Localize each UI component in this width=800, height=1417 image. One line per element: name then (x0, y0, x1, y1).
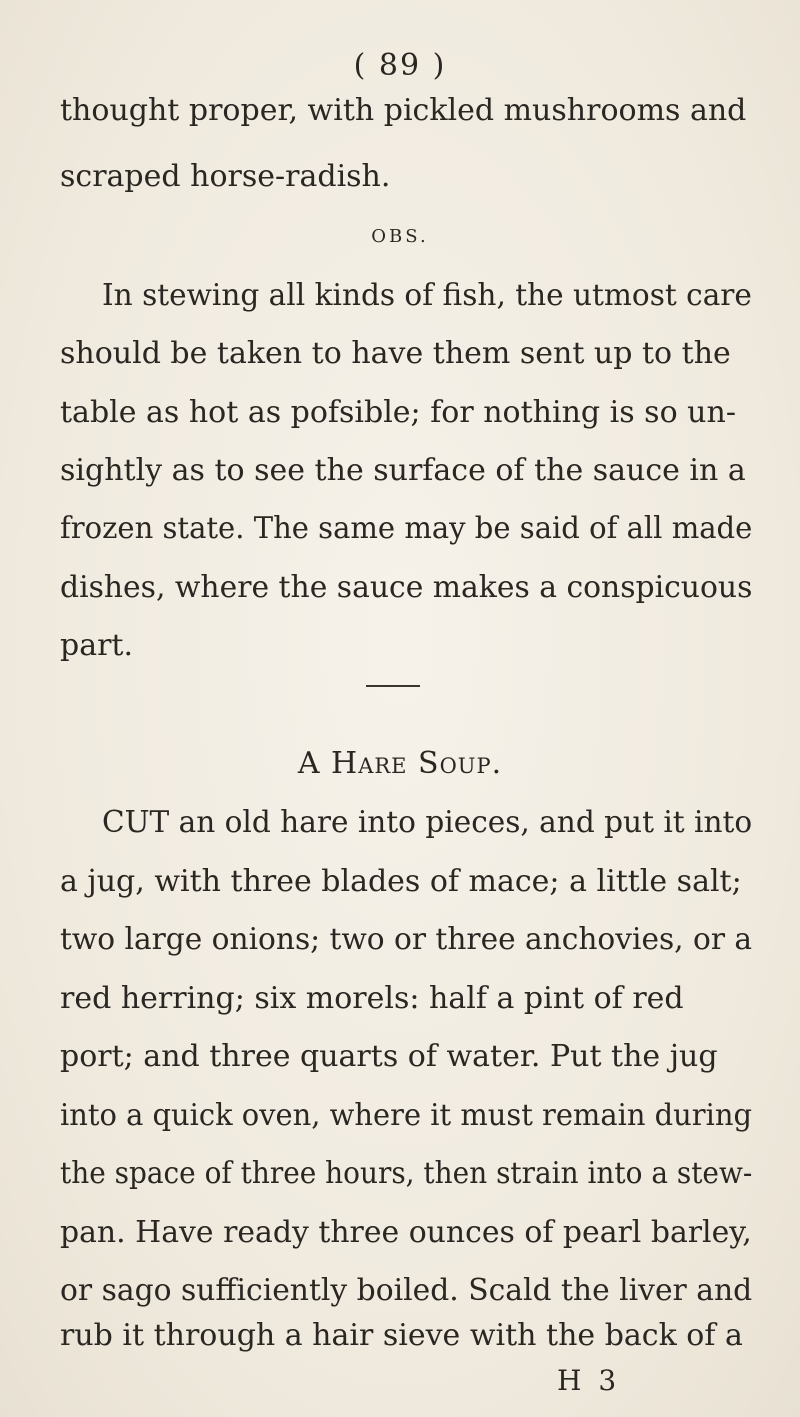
text-line: rub it through a hair sieve with the back of a (60, 1318, 743, 1353)
text-line: CUT an old hare into pieces, and put it into (102, 805, 753, 840)
text-line: part. (60, 628, 134, 663)
text-line: dishes, where the sauce makes a conspicuous (60, 570, 753, 605)
text-line: into a quick oven, where it must remain during (60, 1098, 752, 1133)
text-line: the space of three hours, then strain into a stew- (60, 1156, 753, 1191)
text-line: two large onions; two or three anchovies, or a (60, 922, 753, 957)
text-line: a jug, with three blades of mace; a little salt; (60, 864, 742, 899)
section-divider (366, 685, 420, 687)
text-line: or sago sufficiently boiled. Scald the liver and (60, 1273, 753, 1308)
section-title: A Hare Soup. (297, 746, 503, 781)
signature-mark: H 3 (557, 1364, 621, 1397)
obs-heading: OBS. (371, 226, 429, 247)
text-line: frozen state. The same may be said of all made (60, 511, 753, 546)
text-line: thought proper, with pickled mushrooms and (60, 93, 747, 128)
text-line: In stewing all kinds of fish, the utmost care (102, 278, 752, 313)
text-line: sightly as to see the surface of the sauce in a (60, 453, 746, 488)
text-line: port; and three quarts of water. Put the jug (60, 1039, 718, 1074)
text-line: scraped horse-radish. (60, 159, 391, 194)
text-line: pan. Have ready three ounces of pearl barley, (60, 1215, 752, 1250)
text-line: should be taken to have them sent up to the (60, 336, 731, 371)
text-line: table as hot as pofsible; for nothing is so un- (60, 395, 736, 430)
page-number: ( 89 ) (353, 48, 447, 83)
text-line: red herring; six morels: half a pint of red (60, 981, 684, 1016)
